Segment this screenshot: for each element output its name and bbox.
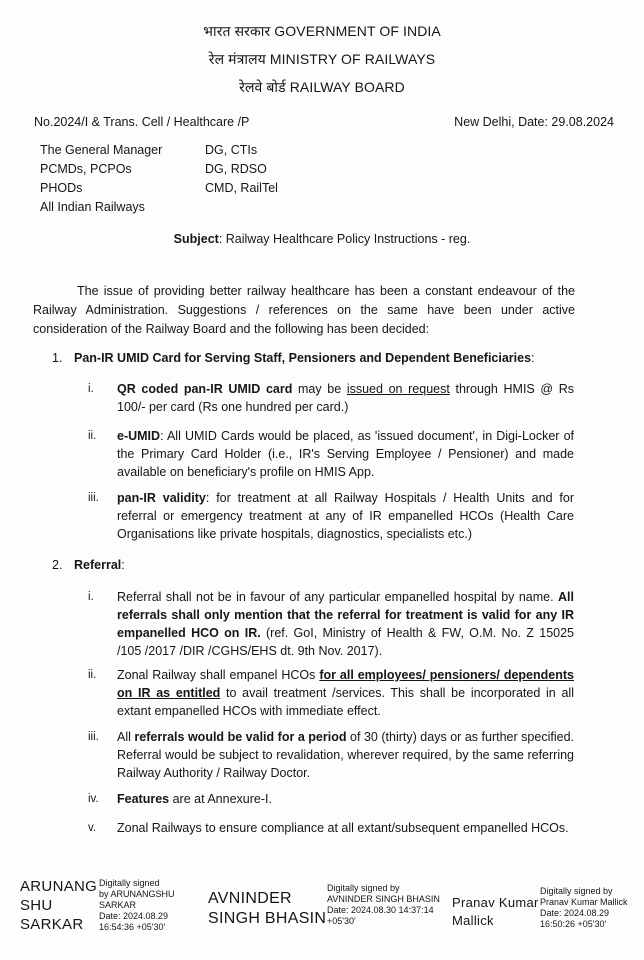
addressees-left — [40, 141, 162, 217]
place-date: New Delhi, Date: 29.08.2024 — [454, 115, 614, 129]
signature-meta-line: Digitally signed — [99, 878, 160, 888]
signature-name-line: SHU — [20, 897, 53, 914]
item-text-part: of 30 (thirty) days or as further specified. Referral would be subject to revalidation, wherever required, by the same referring Railway Authority / Railway Doctor. — [117, 730, 574, 780]
signature-meta-line: AVNINDER SINGH BHASIN — [327, 894, 440, 904]
item-text — [117, 489, 574, 543]
signature-meta-3 — [540, 886, 640, 930]
item-text — [117, 427, 574, 481]
item-text — [117, 666, 574, 720]
item-text-part: Referral shall not be in favour of any particular empanelled hospital by name. — [117, 590, 559, 604]
item-bold-underlined: for all employees/ pensioners/ dependents on IR as entitled — [117, 668, 574, 700]
signature-name-3 — [452, 894, 542, 930]
section-number: 2. — [52, 558, 63, 572]
signature-name-line: Mallick — [452, 913, 494, 928]
intro-paragraph: The issue of providing better railway healthcare has been a constant endeavour of the Railway Administration. Suggestions / references on the same have been under active consideration of the Railway Board and the following has been decided: — [33, 284, 575, 336]
item-text: Zonal Railways to ensure compliance at all extant/subsequent empanelled HCOs. — [117, 821, 569, 835]
header-ministry: रेल मंत्रालय MINISTRY OF RAILWAYS — [208, 51, 436, 67]
addressee: The General Manager — [40, 143, 163, 157]
header-board: रेलवे बोर्ड RAILWAY BOARD — [239, 79, 405, 95]
item-numeral: ii. — [88, 430, 97, 442]
item-text-part: : for treatment at all Railway Hospitals / Health Units and for referral or emergency treatment at any of IR empanelled HCOs (Health Care Organisations like private hospitals, diagnostics, specialists etc.) — [117, 491, 574, 541]
section-title: Pan-IR UMID Card for Serving Staff, Pensioners and Dependent Beneficiaries — [74, 351, 532, 365]
section-colon: : — [121, 558, 125, 572]
signature-meta-line: Date: 2024.08.29 — [99, 911, 169, 921]
item-text-part: All — [117, 730, 135, 744]
addressee: CMD, RailTel — [205, 181, 278, 195]
addressee: All Indian Railways — [40, 200, 145, 214]
item-numeral: iv. — [88, 793, 99, 805]
item-text-part: are at Annexure-I. — [169, 792, 272, 806]
item-underlined: issued on request — [346, 382, 450, 396]
item-text — [117, 790, 574, 808]
addressees-right — [205, 141, 278, 198]
signature-name-line: SINGH BHASIN — [208, 910, 327, 927]
addressee: DG, CTIs — [205, 143, 258, 157]
signature-name-2 — [208, 889, 328, 929]
signature-meta-2 — [327, 883, 457, 927]
signature-meta-line: 16:50:26 +05'30' — [540, 919, 607, 929]
signature-meta-1 — [99, 878, 199, 933]
item-bold: pan-IR validity — [117, 491, 206, 505]
subject-text: : Railway Healthcare Policy Instructions - reg. — [218, 232, 471, 246]
section-colon: : — [531, 351, 535, 365]
signature-meta-line: Date: 2024.08.29 — [540, 908, 610, 918]
item-text-part: may be — [292, 382, 347, 396]
signature-meta-line: by ARUNANGSHU — [99, 889, 175, 899]
item-numeral: v. — [88, 822, 97, 834]
section-1-heading — [52, 351, 535, 365]
signature-name-line: SARKAR — [20, 916, 84, 933]
section-2-heading — [52, 558, 125, 572]
item-numeral: iii. — [88, 731, 99, 743]
item-text — [117, 588, 574, 660]
item-numeral: ii. — [88, 669, 97, 681]
signature-name-line: Pranav Kumar — [452, 895, 539, 910]
section-number: 1. — [52, 351, 63, 365]
header-government: भारत सरकार GOVERNMENT OF INDIA — [203, 23, 441, 39]
signature-meta-line: SARKAR — [99, 900, 137, 910]
signature-meta-line: 16:54:36 +05'30' — [99, 922, 166, 932]
signature-name-line: ARUNANG — [20, 878, 98, 895]
signature-name-line: AVNINDER — [208, 890, 292, 907]
signature-meta-line: +05'30' — [327, 916, 356, 926]
item-numeral: i. — [88, 383, 94, 395]
signature-name-1 — [20, 877, 110, 934]
item-text-part: through HMIS @ Rs 100/- per card (Rs one hundred per card.) — [117, 382, 574, 414]
subject-line — [0, 232, 644, 246]
item-text-part: to avail treatment /services. This shall be incorporated in all extant empanelled HCOs with immediate effect. — [117, 686, 574, 718]
addressee: PCMDs, PCPOs — [40, 162, 132, 176]
item-text — [117, 728, 574, 782]
signature-meta-line: Digitally signed by — [327, 883, 400, 893]
item-text-part: Zonal Railway shall empanel HCOs — [117, 668, 320, 682]
item-text-part: (ref. GoI, Ministry of Health & FW, O.M. No. Z 15025 /105 /2017 /DIR /CGHS/EHS dt. 9th Nov. 2017). — [117, 626, 575, 658]
item-text-part: : All UMID Cards would be placed, as 'issued document', in Digi-Locker of the Primary Card Holder (i.e., IR's Serving Employee / Pensioner) and made available on beneficiary's profile on HMIS App. — [117, 429, 574, 479]
subject-label: Subject — [173, 232, 219, 246]
item-text — [117, 380, 574, 416]
signature-meta-line: Pranav Kumar Mallick — [540, 897, 628, 907]
item-numeral: i. — [88, 591, 94, 603]
section-title: Referral — [74, 558, 122, 572]
addressee: PHODs — [40, 181, 83, 195]
item-bold: e-UMID — [117, 429, 161, 443]
item-bold: Features — [117, 792, 170, 806]
item-bold: QR coded pan-IR UMID card — [117, 382, 293, 396]
item-bold: All referrals shall only mention that the referral for treatment is valid for any IR empanelled HCO on IR. — [117, 590, 574, 640]
signature-meta-line: Digitally signed by — [540, 886, 613, 896]
addressee: DG, RDSO — [205, 162, 267, 176]
item-bold: referrals would be valid for a period — [134, 730, 347, 744]
item-numeral: iii. — [88, 492, 99, 504]
signature-meta-line: Date: 2024.08.30 14:37:14 — [327, 905, 434, 915]
reference-number: No.2024/I & Trans. Cell / Healthcare /P — [34, 115, 250, 129]
